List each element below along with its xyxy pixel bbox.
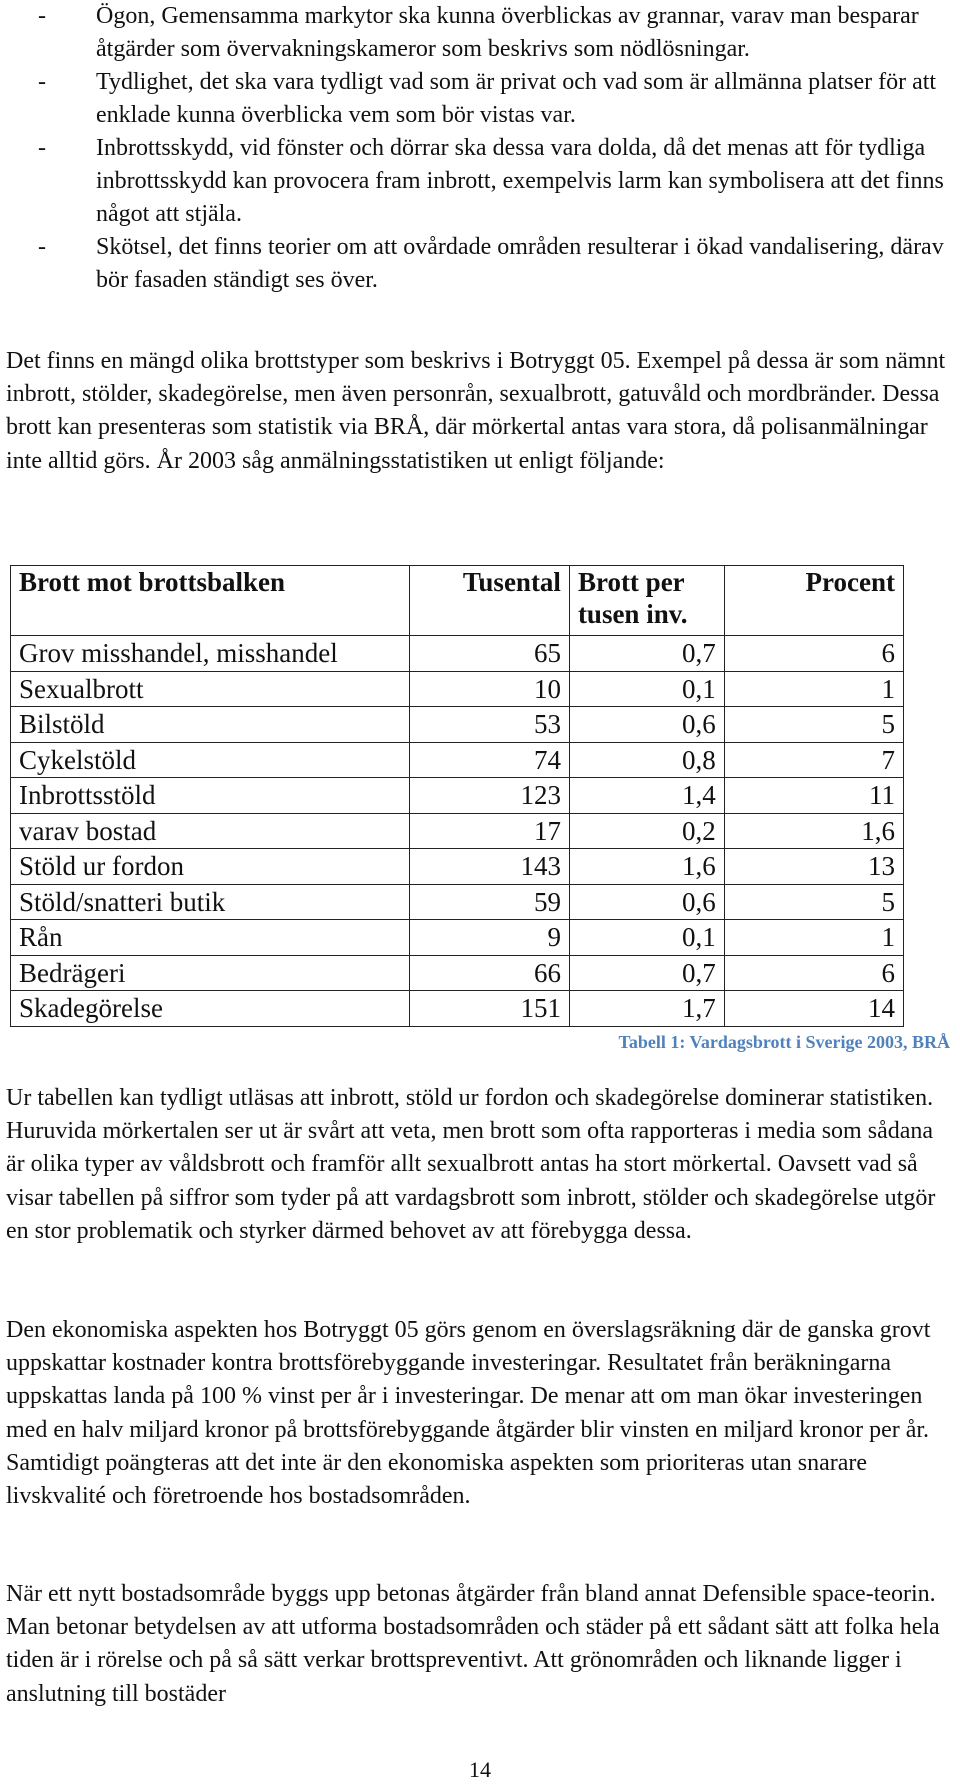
header-per-thousand: Brott per tusen inv. xyxy=(569,566,724,636)
cell-per-thousand: 0,6 xyxy=(569,884,724,920)
cell-percent: 13 xyxy=(724,849,903,885)
cell-percent: 14 xyxy=(724,991,903,1027)
header-crime-type: Brott mot brottsbalken xyxy=(11,566,410,636)
table-row xyxy=(11,884,904,920)
cell-crime-type: Rån xyxy=(11,920,410,956)
table-row xyxy=(11,813,904,849)
bullet-text: Inbrottsskydd, vid fönster och dörrar ska dessa vara dolda, då det menas att för tydliga inbrottsskydd kan provocera fram inbrott, exempelvis larm kan symbolisera att det finns något att stjäla. xyxy=(96,135,944,227)
table-caption: Tabell 1: Vardagsbrott i Sverige 2003, BRÅ xyxy=(618,1032,950,1052)
page-number: 14 xyxy=(469,1757,491,1782)
table-row xyxy=(11,742,904,778)
cell-percent: 5 xyxy=(724,884,903,920)
crime-statistics-table xyxy=(10,565,904,1027)
cell-percent: 11 xyxy=(724,778,903,814)
table-header-row xyxy=(11,566,904,636)
bullet-text: Tydlighet, det ska vara tydligt vad som är privat och vad som är allmänna platser för att enklade kunna överblicka vem som bör vistas var. xyxy=(96,69,937,128)
header-thousands: Tusental xyxy=(410,566,570,636)
cell-percent: 1 xyxy=(724,920,903,956)
cell-per-thousand: 0,1 xyxy=(569,920,724,956)
cell-per-thousand: 1,7 xyxy=(569,991,724,1027)
bullet-item-tydlighet xyxy=(0,66,960,132)
cell-thousands: 74 xyxy=(410,742,570,778)
table-row xyxy=(11,920,904,956)
table-body xyxy=(11,636,904,1027)
cell-thousands: 66 xyxy=(410,955,570,991)
paragraph-defensible-space: När ett nytt bostadsområde byggs upp betonas åtgärder från bland annat Defensible space-teorin. Man betonar betydelsen av att utforma bostadsområden och städer på ett sådant sätt att folka hela tiden är i rörelse och på så sätt verkar brottspreventivt. Att grönområden och liknande ligger i anslutning till bostäder xyxy=(6,1581,940,1707)
cell-thousands: 59 xyxy=(410,884,570,920)
cell-crime-type: Cykelstöld xyxy=(11,742,410,778)
bullet-item-skotsel xyxy=(0,231,960,297)
cell-thousands: 65 xyxy=(410,636,570,672)
cell-thousands: 17 xyxy=(410,813,570,849)
cell-crime-type: Grov misshandel, misshandel xyxy=(11,636,410,672)
cell-thousands: 9 xyxy=(410,920,570,956)
bullet-dash: - xyxy=(38,135,46,161)
cell-per-thousand: 1,6 xyxy=(569,849,724,885)
cell-percent: 6 xyxy=(724,955,903,991)
cell-percent: 7 xyxy=(724,742,903,778)
cell-per-thousand: 1,4 xyxy=(569,778,724,814)
cell-percent: 1,6 xyxy=(724,813,903,849)
cell-thousands: 123 xyxy=(410,778,570,814)
bullet-item-inbrottsskydd xyxy=(0,132,960,231)
cell-crime-type: varav bostad xyxy=(11,813,410,849)
cell-crime-type: Inbrottsstöld xyxy=(11,778,410,814)
cell-crime-type: Sexualbrott xyxy=(11,671,410,707)
cell-per-thousand: 0,6 xyxy=(569,707,724,743)
header-percent: Procent xyxy=(724,566,903,636)
cell-crime-type: Bedrägeri xyxy=(11,955,410,991)
cell-thousands: 53 xyxy=(410,707,570,743)
bullet-text: Skötsel, det finns teorier om att ovårdade områden resulterar i ökad vandalisering, därav bör fasaden ständigt ses över. xyxy=(96,234,944,293)
table-row xyxy=(11,671,904,707)
cell-per-thousand: 0,8 xyxy=(569,742,724,778)
cell-percent: 6 xyxy=(724,636,903,672)
cell-crime-type: Skadegörelse xyxy=(11,991,410,1027)
bullet-list xyxy=(0,0,960,297)
table-row xyxy=(11,991,904,1027)
cell-per-thousand: 0,7 xyxy=(569,636,724,672)
cell-crime-type: Bilstöld xyxy=(11,707,410,743)
cell-per-thousand: 0,1 xyxy=(569,671,724,707)
cell-crime-type: Stöld/snatteri butik xyxy=(11,884,410,920)
cell-thousands: 10 xyxy=(410,671,570,707)
bullet-dash: - xyxy=(38,234,46,260)
paragraph-table-analysis: Ur tabellen kan tydligt utläsas att inbrott, stöld ur fordon och skadegörelse dominerar statistiken. Huruvida mörkertalen ser ut är svårt att veta, men brott som ofta rapporteras i media som sådana är olika typer av våldsbrott och framför allt sexualbrott antas ha stort mörkertal. Oavsett vad så visar tabellen på siffror som tyder på att vardagsbrott som inbrott, stölder och skadegörelse utgör en stor problematik och styrker därmed behovet av att förebygga dessa. xyxy=(6,1085,936,1244)
table-row xyxy=(11,707,904,743)
table-row xyxy=(11,955,904,991)
table-row xyxy=(11,849,904,885)
bullet-text: Ögon, Gemensamma markytor ska kunna överblickas av grannar, varav man besparar åtgärder som övervakningskameror som beskrivs som nödlösningar. xyxy=(96,3,919,62)
paragraph-crime-types: Det finns en mängd olika brottstyper som beskrivs i Botryggt 05. Exempel på dessa är som nämnt inbrott, stölder, skadegörelse, men även personrån, sexualbrott, gatuvåld och mordbränder. Dessa brott kan presenteras som statistik via BRÅ, där mörkertal antas vara stora, då polisanmälningar inte alltid görs. År 2003 såg anmälningsstatistiken ut enligt följande: xyxy=(6,348,946,474)
table-row xyxy=(11,636,904,672)
bullet-dash: - xyxy=(38,69,46,95)
cell-percent: 1 xyxy=(724,671,903,707)
cell-crime-type: Stöld ur fordon xyxy=(11,849,410,885)
bullet-dash: - xyxy=(38,3,46,29)
cell-per-thousand: 0,2 xyxy=(569,813,724,849)
cell-percent: 5 xyxy=(724,707,903,743)
table-row xyxy=(11,778,904,814)
paragraph-economic-aspect: Den ekonomiska aspekten hos Botryggt 05 görs genom en överslagsräkning där de ganska grovt uppskattar kostnader kontra brottsförebyggande investeringar. Resultatet från beräkningarna uppskattas landa på 100 % vinst per år i investeringar. De menar att om man ökar investeringen med en halv miljard kronor på brottsförebyggande åtgärder blir vinsten en miljard kronor per år. Samtidigt poängteras att det inte är den ekonomiska aspekten som prioriteras utan snarare livskvalité och företroende hos bostadsområden. xyxy=(6,1317,931,1510)
cell-per-thousand: 0,7 xyxy=(569,955,724,991)
bullet-item-ogon xyxy=(0,0,960,66)
cell-thousands: 143 xyxy=(410,849,570,885)
cell-thousands: 151 xyxy=(410,991,570,1027)
